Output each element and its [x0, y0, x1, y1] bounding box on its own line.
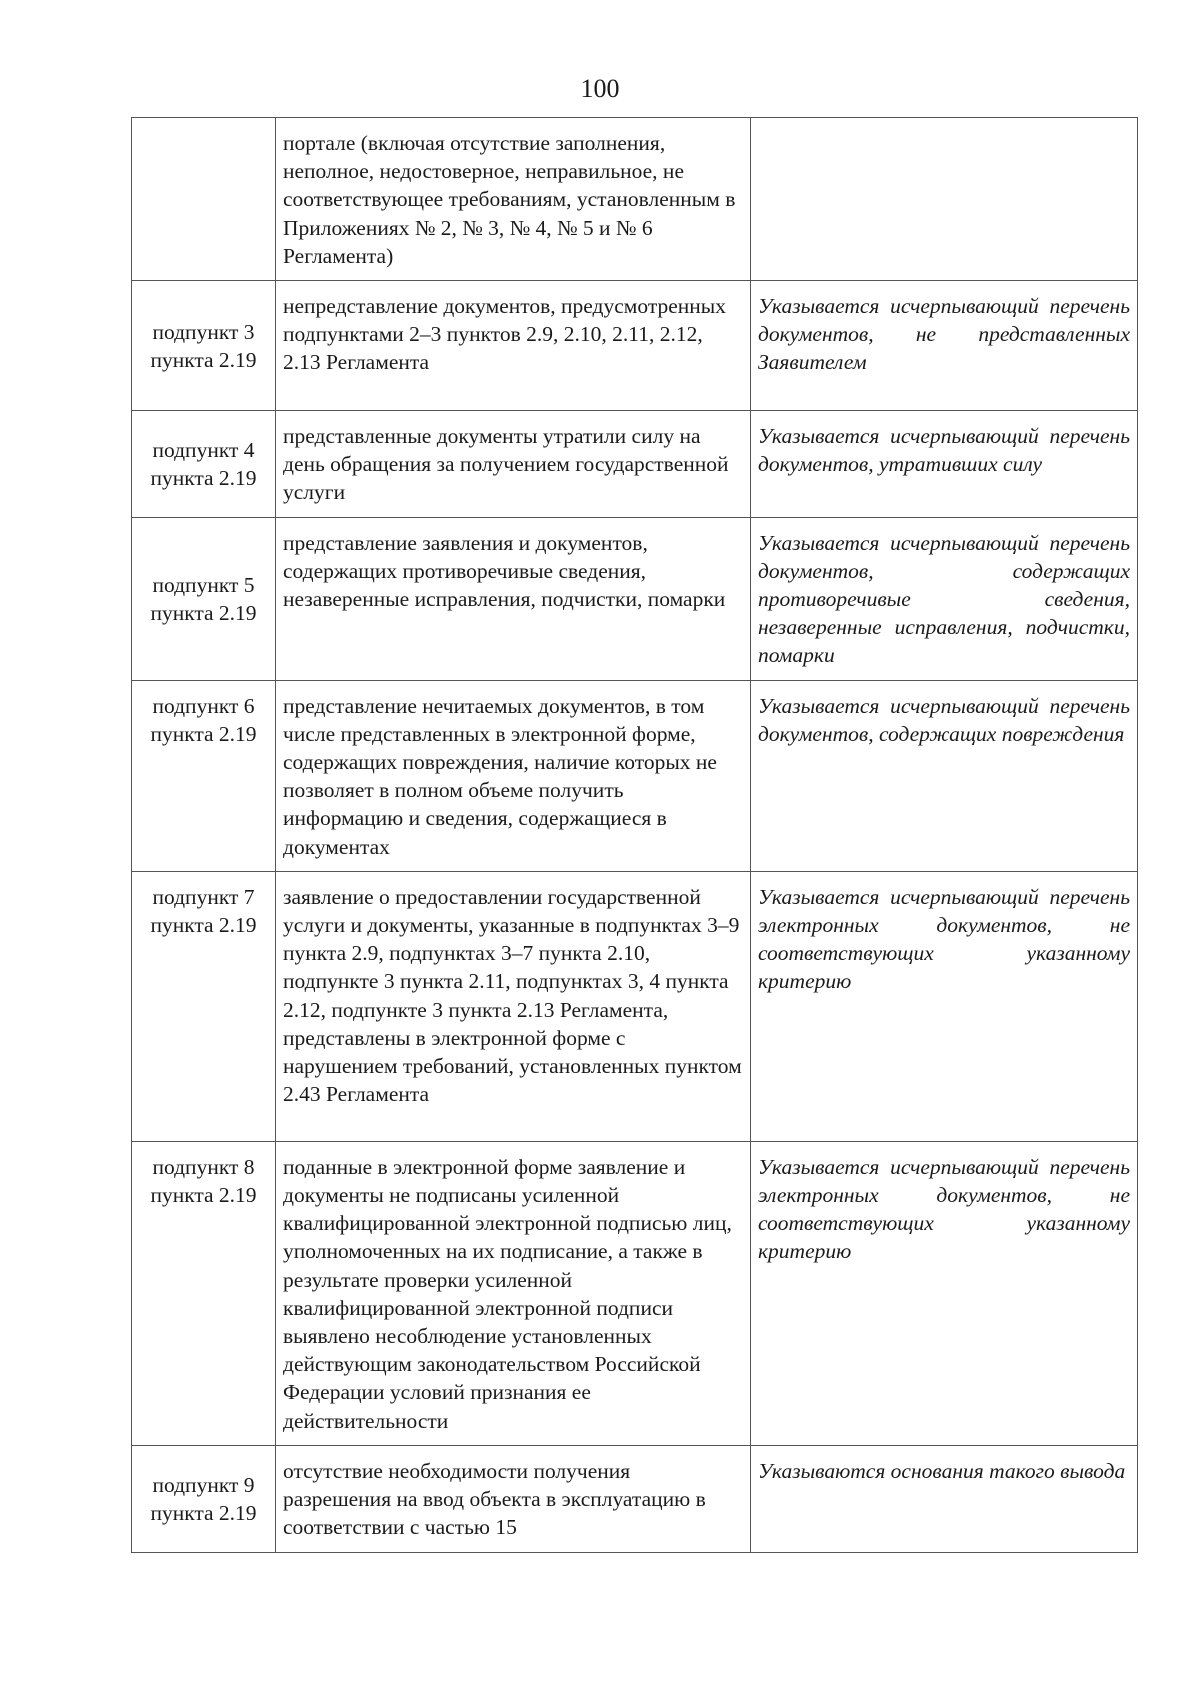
condition-cell: представление нечитаемых документов, в том числе представленных в электронной форме, содержащих повреждения, наличие которых не позволяет в полном объеме получить информацию и сведения, содержащиеся в документах — [276, 680, 751, 871]
ref-point: пункта 2.19 — [150, 348, 257, 373]
ref-cell — [132, 1141, 276, 1445]
condition-cell: заявление о предоставлении государственной услуги и документы, указанные в подпунктах 3–9 пункта 2.9, подпунктах 3–7 пункта 2.10, подпункте 3 пункта 2.11, подпунктах 3, 4 пункта 2.12, подпункте 3 пункта 2.13 Регламента, представлены в электронной форме с нарушением требований, установленных пунктом 2.43 Регламента — [276, 871, 751, 1141]
condition-cell: портале (включая отсутствие заполнения, неполное, недостоверное, неправильное, не соответствующее требованиям, установленным в Приложениях № 2, № 3, № 4, № 5 и № 6 Регламента) — [276, 118, 751, 281]
ref-subpoint: подпункт 8 — [152, 1154, 255, 1179]
ref-point: пункта 2.19 — [150, 601, 257, 626]
condition-cell: непредставление документов, предусмотренных подпунктами 2–3 пунктов 2.9, 2.10, 2.11, 2.12, 2.13 Регламента — [276, 281, 751, 411]
table-row — [132, 281, 1138, 411]
result-cell: Указывается исчерпывающий перечень электронных документов, не соответствующих указанному критерию — [751, 871, 1138, 1141]
table-row — [132, 680, 1138, 871]
ref-subpoint: подпункт 7 — [152, 884, 255, 909]
page-number: 100 — [580, 74, 620, 103]
ref-point: пункта 2.19 — [150, 466, 257, 491]
table-row — [132, 1445, 1138, 1552]
result-cell: Указывается исчерпывающий перечень документов, содержащих повреждения — [751, 680, 1138, 871]
ref-cell — [132, 517, 276, 680]
ref-subpoint: подпункт 3 — [152, 319, 255, 344]
condition-cell: поданные в электронной форме заявление и документы не подписаны усиленной квалифицированной электронной подписью лиц, уполномоченных на их подписание, а также в результате проверки усиленной квалифицированной электронной подписи выявлено несоблюдение установленных действующим законодательством Российской Федерации условий признания ее действительности — [276, 1141, 751, 1445]
ref-cell — [132, 281, 276, 411]
table-row — [132, 517, 1138, 680]
table-row — [132, 118, 1138, 281]
ref-cell — [132, 871, 276, 1141]
result-cell: Указывается исчерпывающий перечень документов, содержащих противоречивые сведения, незаверенные исправления, подчистки, помарки — [751, 517, 1138, 680]
result-cell: Указываются основания такого вывода — [751, 1445, 1138, 1552]
result-cell: Указывается исчерпывающий перечень документов, утративших силу — [751, 411, 1138, 518]
ref-cell — [132, 680, 276, 871]
result-cell: Указывается исчерпывающий перечень документов, не представленных Заявителем — [751, 281, 1138, 411]
condition-cell: представление заявления и документов, содержащих противоречивые сведения, незаверенные исправления, подчистки, помарки — [276, 517, 751, 680]
ref-subpoint: подпункт 6 — [152, 693, 255, 718]
result-cell — [751, 118, 1138, 281]
ref-point: пункта 2.19 — [150, 721, 257, 746]
refusal-grounds-table — [131, 117, 1138, 1553]
ref-point: пункта 2.19 — [150, 1501, 257, 1526]
ref-point: пункта 2.19 — [150, 913, 257, 938]
ref-subpoint: подпункт 9 — [152, 1472, 255, 1497]
table-row — [132, 1141, 1138, 1445]
table-row — [132, 411, 1138, 518]
condition-cell: представленные документы утратили силу на день обращения за получением государственной услуги — [276, 411, 751, 518]
table-row — [132, 871, 1138, 1141]
ref-subpoint: подпункт 4 — [152, 438, 255, 463]
ref-cell — [132, 1445, 276, 1552]
ref-cell — [132, 411, 276, 518]
ref-cell — [132, 118, 276, 281]
ref-point: пункта 2.19 — [150, 1183, 257, 1208]
ref-subpoint: подпункт 5 — [152, 572, 255, 597]
result-cell: Указывается исчерпывающий перечень электронных документов, не соответствующих указанному критерию — [751, 1141, 1138, 1445]
condition-cell: отсутствие необходимости получения разрешения на ввод объекта в эксплуатацию в соответствии с частью 15 — [276, 1445, 751, 1552]
